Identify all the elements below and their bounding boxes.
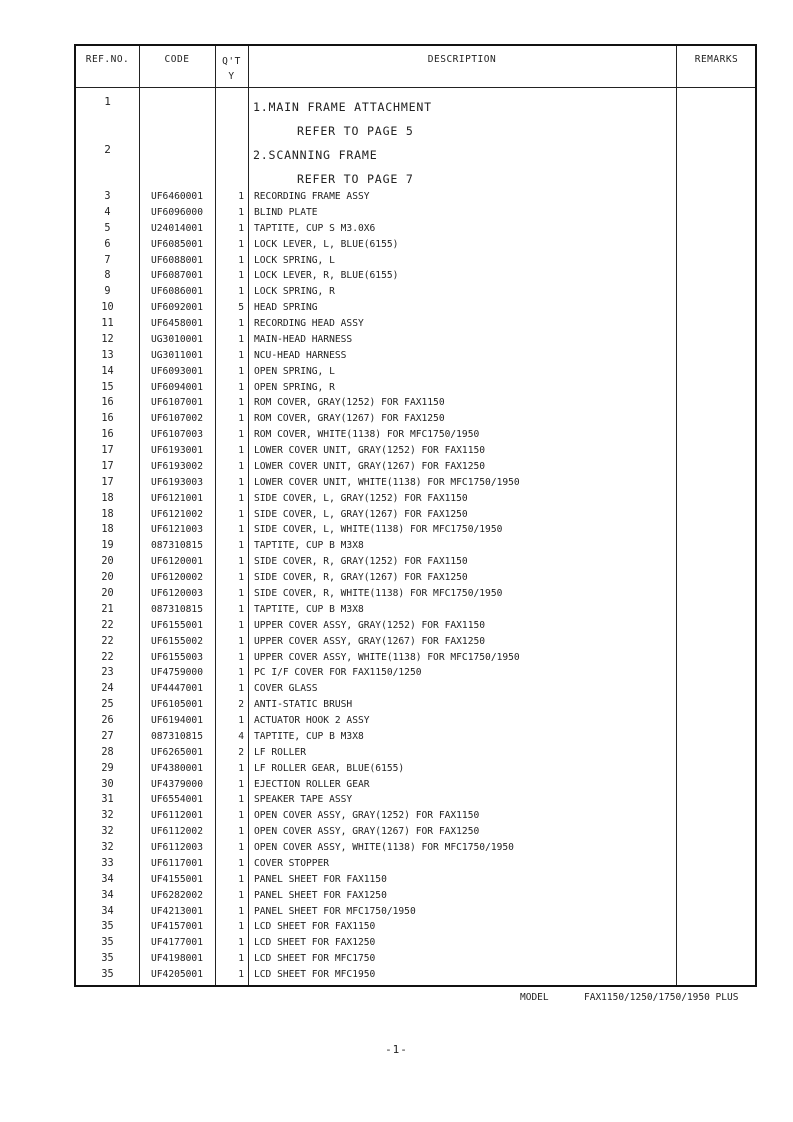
code-cell: UF4447001 [151,683,203,695]
ref-cell: 7 [104,254,111,266]
table-row [76,604,755,620]
qty-cell: 1 [238,778,244,790]
code-cell: UF6112002 [151,826,203,838]
qty-cell: 1 [238,556,244,568]
description-cell: ROM COVER, GRAY(1252) FOR FAX1150 [254,397,445,409]
ref-cell: 31 [101,794,114,806]
code-cell: UF6107001 [151,397,203,409]
ref-cell: 16 [101,397,114,409]
qty-cell: 1 [238,460,244,472]
ref-cell: 32 [101,826,114,838]
ref-cell: 18 [101,508,114,520]
code-cell: UF6085001 [151,238,203,250]
description-cell: COVER STOPPER [254,857,330,869]
table-row [76,207,755,223]
ref-cell: 24 [101,683,114,695]
qty-cell: 1 [238,508,244,520]
code-cell: UF6155003 [151,651,203,663]
description-cell: LCD SHEET FOR MFC1950 [254,969,376,981]
description-cell: LF ROLLER [254,746,306,758]
table-row [76,620,755,636]
model-value: FAX1150/1250/1750/1950 PLUS [584,992,739,1003]
table-row [76,509,755,525]
table-row [76,318,755,334]
qty-cell: 1 [238,667,244,679]
qty-cell: 1 [238,413,244,425]
description-cell: LOWER COVER UNIT, GRAY(1252) FOR FAX1150 [254,445,486,457]
code-cell: UF4759000 [151,667,203,679]
qty-cell: 1 [238,365,244,377]
ref-cell: 35 [101,937,114,949]
ref-cell: 14 [101,365,114,377]
table-row [76,223,755,239]
description-cell: COVER GLASS [254,683,318,695]
qty-cell: 1 [238,842,244,854]
ref-cell: 29 [101,762,114,774]
table-row [76,652,755,668]
qty-cell: 1 [238,445,244,457]
table-row [76,667,755,683]
table-row [76,556,755,572]
code-cell: UF6096000 [151,206,203,218]
ref-cell: 17 [101,476,114,488]
qty-cell: 1 [238,873,244,885]
qty-cell: 2 [238,746,244,758]
header-qty-line1: Q'T [222,56,241,67]
ref-cell: 10 [101,302,114,314]
description-cell: SIDE COVER, L, GRAY(1252) FOR FAX1150 [254,492,468,504]
table-row [76,636,755,652]
code-cell: UF4198001 [151,953,203,965]
table-row [76,397,755,413]
table-row [76,524,755,540]
description-cell: SIDE COVER, L, GRAY(1267) FOR FAX1250 [254,508,468,520]
code-cell: UF6194001 [151,715,203,727]
table-row [76,731,755,747]
description-cell: UPPER COVER ASSY, GRAY(1252) FOR FAX1150 [254,619,486,631]
description-cell: MAIN-HEAD HARNESS [254,333,353,345]
code-cell: UF4380001 [151,762,203,774]
description-cell: ANTI-STATIC BRUSH [254,699,353,711]
qty-cell: 1 [238,969,244,981]
qty-cell: 1 [238,349,244,361]
ref-cell: 22 [101,619,114,631]
ref-cell: 18 [101,492,114,504]
ref-cell: 4 [104,206,111,218]
qty-cell: 1 [238,619,244,631]
qty-cell: 1 [238,429,244,441]
description-cell: NCU-HEAD HARNESS [254,349,347,361]
code-cell: UF4213001 [151,905,203,917]
table-row [76,334,755,350]
table-row [76,874,755,890]
qty-cell: 2 [238,699,244,711]
page-number: -1- [385,1043,408,1056]
ref-cell: 26 [101,715,114,727]
header-code: CODE [164,54,190,65]
description-cell: SPEAKER TAPE ASSY [254,794,353,806]
ref-cell: 34 [101,889,114,901]
table-row [76,588,755,604]
qty-cell: 1 [238,572,244,584]
qty-cell: 1 [238,524,244,536]
ref-cell: 5 [104,222,111,234]
description-cell: ACTUATOR HOOK 2 ASSY [254,715,370,727]
code-cell: UF6093001 [151,365,203,377]
section-refer-2: REFER TO PAGE 7 [297,172,414,186]
description-cell: OPEN COVER ASSY, GRAY(1252) FOR FAX1150 [254,810,480,822]
ref-cell: 23 [101,667,114,679]
ref-cell: 15 [101,381,114,393]
description-cell: TAPTITE, CUP B M3X8 [254,540,364,552]
code-cell: UF6121001 [151,492,203,504]
ref-cell: 32 [101,810,114,822]
code-cell: UF6155001 [151,619,203,631]
section-ref-2: 2 [104,143,111,156]
code-cell: U24014001 [151,222,203,234]
section-ref-1: 1 [104,95,111,108]
qty-cell: 5 [238,302,244,314]
qty-cell: 1 [238,826,244,838]
table-row [76,906,755,922]
code-cell: UF6087001 [151,270,203,282]
qty-cell: 1 [238,492,244,504]
qty-cell: 1 [238,810,244,822]
table-row [76,699,755,715]
table-row [76,302,755,318]
description-cell: ROM COVER, WHITE(1138) FOR MFC1750/1950 [254,429,480,441]
header-divider [76,87,755,88]
parts-list-table [74,44,757,987]
qty-cell: 1 [238,889,244,901]
table-row [76,763,755,779]
qty-cell: 1 [238,318,244,330]
table-row [76,890,755,906]
table-row [76,429,755,445]
code-cell: UF6193001 [151,445,203,457]
description-cell: PANEL SHEET FOR FAX1150 [254,873,387,885]
qty-cell: 1 [238,381,244,393]
ref-cell: 20 [101,588,114,599]
code-cell: UF4157001 [151,921,203,933]
table-row [76,239,755,255]
description-cell: LOCK LEVER, R, BLUE(6155) [254,270,399,282]
qty-cell: 1 [238,206,244,218]
table-row [76,937,755,953]
ref-cell: 13 [101,349,114,361]
qty-cell: 1 [238,857,244,869]
ref-cell: 22 [101,635,114,647]
code-cell: UF6107003 [151,429,203,441]
code-cell: UF6554001 [151,794,203,806]
table-row [76,747,755,763]
description-cell: TAPTITE, CUP B M3X8 [254,730,364,742]
ref-cell: 35 [101,921,114,933]
description-cell: PC I/F COVER FOR FAX1150/1250 [254,667,422,679]
code-cell: UF6155002 [151,635,203,647]
qty-cell: 1 [238,540,244,552]
table-row [76,493,755,509]
code-cell: UF6088001 [151,254,203,266]
description-cell: LCD SHEET FOR MFC1750 [254,953,376,965]
description-cell: LCD SHEET FOR FAX1250 [254,937,376,949]
qty-cell: 1 [238,476,244,488]
code-cell: UF6120002 [151,572,203,584]
description-cell: TAPTITE, CUP B M3X8 [254,603,364,615]
description-cell: LOCK SPRING, R [254,286,335,298]
description-cell: UPPER COVER ASSY, WHITE(1138) FOR MFC1750/1950 [254,651,520,663]
qty-cell: 4 [238,730,244,742]
ref-cell: 35 [101,953,114,965]
qty-cell: 1 [238,937,244,949]
table-row [76,413,755,429]
section-title-2: 2.SCANNING FRAME [253,148,378,162]
ref-cell: 20 [101,556,114,568]
description-cell: RECORDING HEAD ASSY [254,318,364,330]
header-qty [215,54,248,84]
qty-cell: 1 [238,270,244,282]
code-cell: UF4379000 [151,778,203,790]
ref-cell: 25 [101,699,114,711]
ref-cell: 33 [101,857,114,869]
qty-cell: 1 [238,905,244,917]
qty-cell: 1 [238,715,244,727]
description-cell: LOCK SPRING, L [254,254,335,266]
qty-cell: 1 [238,333,244,345]
ref-cell: 9 [104,286,111,298]
table-row [76,255,755,271]
table-row [76,810,755,826]
description-cell: OPEN COVER ASSY, GRAY(1267) FOR FAX1250 [254,826,480,838]
ref-cell: 27 [101,730,114,742]
code-cell: UF4155001 [151,873,203,885]
qty-cell: 1 [238,635,244,647]
section-refer-1: REFER TO PAGE 5 [297,124,414,138]
description-cell: LCD SHEET FOR FAX1150 [254,921,376,933]
table-row [76,842,755,858]
table-row [76,366,755,382]
description-cell: HEAD SPRING [254,302,318,314]
code-cell: UF6117001 [151,857,203,869]
ref-cell: 8 [104,270,111,282]
table-row [76,794,755,810]
description-cell: SIDE COVER, R, WHITE(1138) FOR MFC1750/1950 [254,588,503,599]
code-cell: 087310815 [151,603,203,615]
ref-cell: 3 [104,191,111,202]
code-cell: UF6265001 [151,746,203,758]
ref-cell: 16 [101,413,114,425]
description-cell: SIDE COVER, R, GRAY(1252) FOR FAX1150 [254,556,468,568]
ref-cell: 16 [101,429,114,441]
qty-cell: 1 [238,953,244,965]
description-cell: UPPER COVER ASSY, GRAY(1267) FOR FAX1250 [254,635,486,647]
table-row [76,461,755,477]
description-cell: LF ROLLER GEAR, BLUE(6155) [254,762,405,774]
ref-cell: 32 [101,842,114,854]
description-cell: TAPTITE, CUP S M3.0X6 [254,222,376,234]
qty-cell: 1 [238,191,244,202]
table-row [76,477,755,493]
code-cell: UF6282002 [151,889,203,901]
code-cell: UF6120003 [151,588,203,599]
model-label: MODEL [520,992,549,1003]
description-cell: RECORDING FRAME ASSY [254,191,370,202]
ref-cell: 18 [101,524,114,536]
ref-cell: 20 [101,572,114,584]
table-row [76,445,755,461]
code-cell: UF6094001 [151,381,203,393]
ref-cell: 21 [101,603,114,615]
ref-cell: 12 [101,333,114,345]
code-cell: UF6112003 [151,842,203,854]
code-cell: UF6460001 [151,191,203,202]
table-row [76,953,755,969]
header-ref-no: REF.NO. [85,54,130,65]
qty-cell: 1 [238,588,244,599]
qty-cell: 1 [238,762,244,774]
code-cell: UF4205001 [151,969,203,981]
description-cell: ROM COVER, GRAY(1267) FOR FAX1250 [254,413,445,425]
table-row [76,969,755,985]
code-cell: UF6092001 [151,302,203,314]
code-cell: UG3010001 [151,333,203,345]
qty-cell: 1 [238,651,244,663]
code-cell: 087310815 [151,540,203,552]
code-cell: UF6105001 [151,699,203,711]
description-cell: LOCK LEVER, L, BLUE(6155) [254,238,399,250]
table-row [76,921,755,937]
code-cell: UF6120001 [151,556,203,568]
table-row [76,572,755,588]
code-cell: 087310815 [151,730,203,742]
ref-cell: 19 [101,540,114,552]
table-row [76,382,755,398]
ref-cell: 22 [101,651,114,663]
table-row [76,715,755,731]
table-row [76,191,755,207]
code-cell: UF6086001 [151,286,203,298]
qty-cell: 1 [238,254,244,266]
table-row [76,779,755,795]
description-cell: OPEN SPRING, R [254,381,335,393]
table-row [76,683,755,699]
table-row [76,286,755,302]
qty-cell: 1 [238,603,244,615]
description-cell: PANEL SHEET FOR MFC1750/1950 [254,905,416,917]
code-cell: UF6121003 [151,524,203,536]
ref-cell: 11 [101,318,114,330]
qty-cell: 1 [238,683,244,695]
table-row [76,858,755,874]
qty-cell: 1 [238,222,244,234]
ref-cell: 35 [101,969,114,981]
table-row [76,270,755,286]
qty-cell: 1 [238,921,244,933]
code-cell: UF4177001 [151,937,203,949]
code-cell: UF6121002 [151,508,203,520]
table-row [76,350,755,366]
code-cell: UF6107002 [151,413,203,425]
header-description: DESCRIPTION [427,54,497,65]
ref-cell: 17 [101,445,114,457]
description-cell: LOWER COVER UNIT, GRAY(1267) FOR FAX1250 [254,460,486,472]
code-cell: UG3011001 [151,349,203,361]
qty-cell: 1 [238,238,244,250]
ref-cell: 17 [101,460,114,472]
description-cell: OPEN COVER ASSY, WHITE(1138) FOR MFC1750/1950 [254,842,514,854]
ref-cell: 34 [101,905,114,917]
description-cell: EJECTION ROLLER GEAR [254,778,370,790]
qty-cell: 1 [238,794,244,806]
table-row [76,826,755,842]
section-title-1: 1.MAIN FRAME ATTACHMENT [253,100,432,114]
description-cell: BLIND PLATE [254,206,318,218]
code-cell: UF6193003 [151,476,203,488]
code-cell: UF6112001 [151,810,203,822]
description-cell: SIDE COVER, R, GRAY(1267) FOR FAX1250 [254,572,468,584]
ref-cell: 30 [101,778,114,790]
ref-cell: 6 [104,238,111,250]
code-cell: UF6193002 [151,460,203,472]
code-cell: UF6458001 [151,318,203,330]
header-remarks: REMARKS [694,54,739,65]
description-cell: SIDE COVER, L, WHITE(1138) FOR MFC1750/1950 [254,524,503,536]
ref-cell: 28 [101,746,114,758]
header-qty-line2: Y [228,71,235,82]
qty-cell: 1 [238,286,244,298]
table-row [76,540,755,556]
description-cell: PANEL SHEET FOR FAX1250 [254,889,387,901]
qty-cell: 1 [238,397,244,409]
description-cell: LOWER COVER UNIT, WHITE(1138) FOR MFC1750/1950 [254,476,520,488]
ref-cell: 34 [101,873,114,885]
description-cell: OPEN SPRING, L [254,365,335,377]
